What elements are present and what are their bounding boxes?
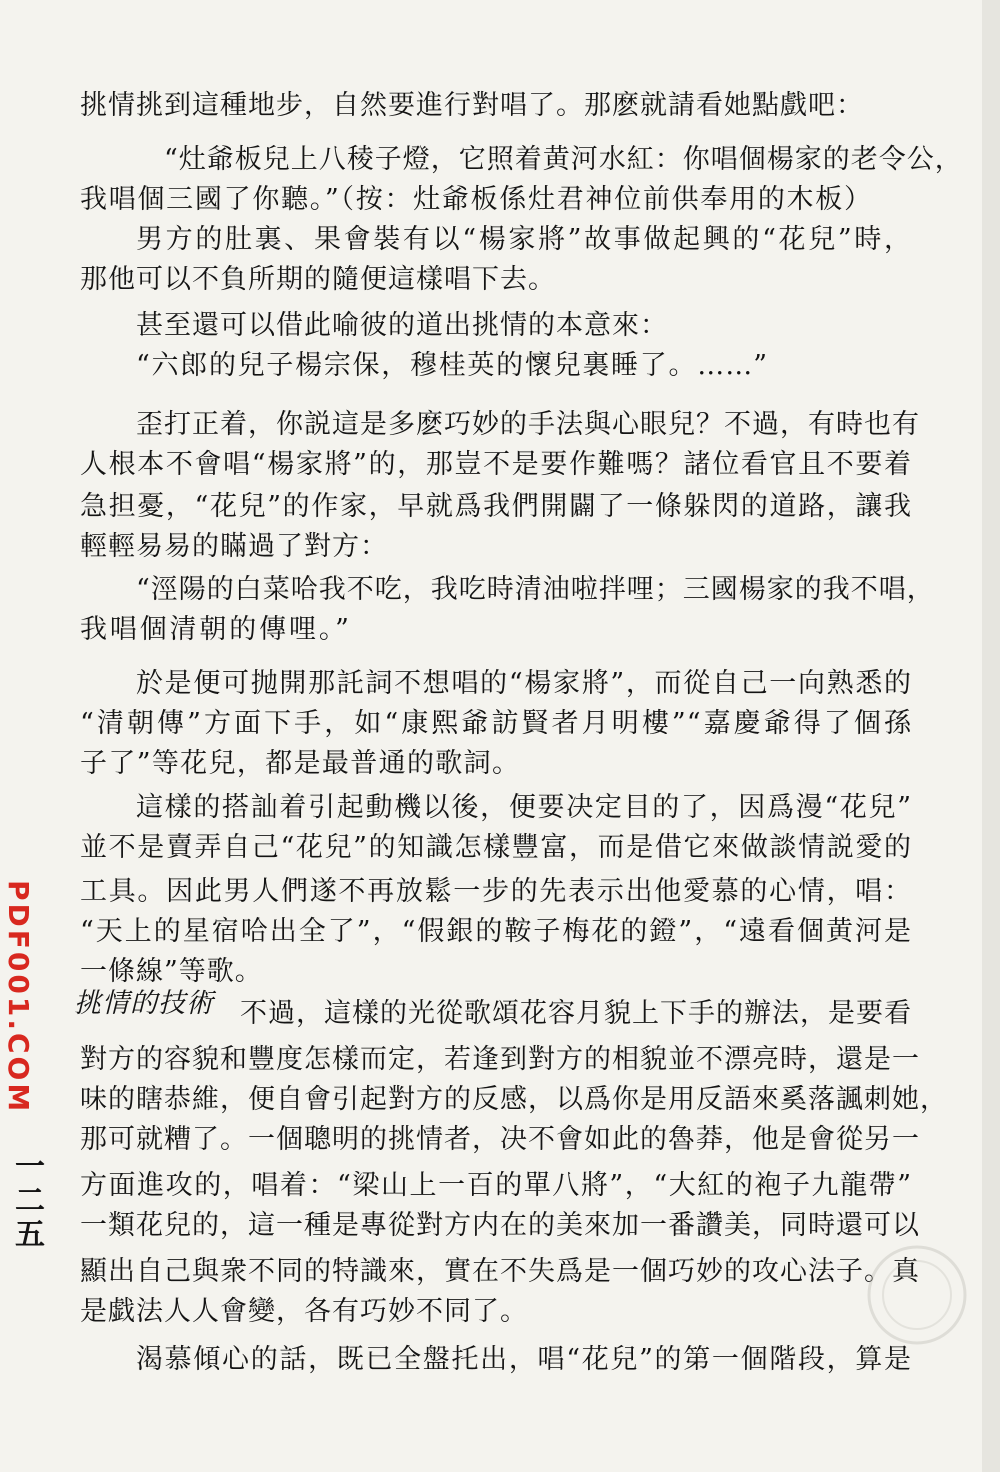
text-line: 味的瞎恭維，便自會引起對方的反感，以爲你是用反語來奚落諷刺她， bbox=[80, 1084, 948, 1115]
text-line: 人根本不會唱“楊家將”的，那豈不是要作難嗎？諸位看官且不要着 bbox=[80, 449, 912, 480]
text-line: 輕輕易易的瞞過了對方： bbox=[80, 531, 388, 562]
text-line: 甚至還可以借此喻彼的道出挑情的本意來： bbox=[136, 310, 668, 341]
text-line: “六郎的兒子楊宗保，穆桂英的懷兒裏睡了。……” bbox=[136, 350, 768, 381]
text-line: 工具。因此男人們遂不再放鬆一步的先表示出他愛慕的心情，唱： bbox=[80, 876, 912, 907]
text-line: 我唱個清朝的傳哩。” bbox=[80, 614, 350, 645]
watermark-text: PDF001.COM bbox=[2, 880, 35, 1115]
text-line: 並不是賣弄自己“花兒”的知識怎樣豐富，而是借它來做談情説愛的 bbox=[80, 832, 912, 863]
text-line: 那他可以不負所期的隨便這樣唱下去。 bbox=[80, 264, 556, 295]
text-line: 這樣的搭訕着引起動機以後，便要决定目的了，因爲漫“花兒” bbox=[136, 792, 912, 823]
text-line: 一類花兒的，這一種是專從對方内在的美來加一番讚美，同時還可以 bbox=[80, 1210, 920, 1241]
text-line: “天上的星宿哈出全了”，“假銀的鞍子梅花的鐙”，“遠看個黄河是 bbox=[80, 916, 912, 947]
text-line: 歪打正着，你説這是多麽巧妙的手法與心眼兒？不過，有時也有 bbox=[136, 409, 920, 440]
text-line: 我唱個三國了你聽。”（按：灶爺板係灶君神位前供奉用的木板） bbox=[80, 184, 872, 215]
text-line: 一條線”等歌。 bbox=[80, 956, 263, 987]
text-line: 那可就糟了。一個聰明的挑情者，决不會如此的魯莽，他是會從另一 bbox=[80, 1124, 920, 1155]
text-line: 男方的肚裏、果會裝有以“楊家將”故事做起興的“花兒”時， bbox=[136, 224, 912, 255]
text-line: 子了”等花兒，都是最普通的歌詞。 bbox=[80, 748, 520, 779]
text-line: 是戯法人人會變，各有巧妙不同了。 bbox=[80, 1296, 528, 1327]
page-number: 一二五 bbox=[9, 1150, 44, 1252]
page-edge-shadow bbox=[982, 0, 1000, 1472]
text-line: 於是便可抛開那託詞不想唱的“楊家將”，而從自己一向熟悉的 bbox=[136, 668, 912, 699]
section-heading: 挑情的技術 bbox=[74, 988, 214, 1019]
text-line: 急担憂，“花兒”的作家，早就爲我們開闢了一條躲閃的道路，讓我 bbox=[80, 491, 912, 522]
text-line: “涇陽的白菜哈我不吃，我吃時清油啦拌哩；三國楊家的我不唱， bbox=[136, 574, 935, 605]
text-line: 不過，這樣的光從歌頌花容月貌上下手的辦法，是要看 bbox=[240, 998, 912, 1029]
text-line: “清朝傳”方面下手，如“康熙爺訪賢者月明樓”“嘉慶爺得了個孫 bbox=[80, 708, 912, 739]
text-line: 方面進攻的，唱着：“梁山上一百的單八將”，“大紅的袍子九龍帶” bbox=[80, 1170, 912, 1201]
library-stamp-mark bbox=[862, 1240, 972, 1350]
text-line: “灶爺板兒上八稜子燈，它照着黄河水紅：你唱個楊家的老令公， bbox=[164, 144, 963, 175]
text-line: 挑情挑到這種地步，自然要進行對唱了。那麽就請看她點戲吧： bbox=[80, 90, 864, 121]
text-line: 對方的容貌和豐度怎樣而定，若逢到對方的相貌並不漂亮時，還是一 bbox=[80, 1044, 920, 1075]
text-line: 顯出自己與衆不同的特識來，實在不失爲是一個巧妙的攻心法子。真 bbox=[80, 1256, 920, 1287]
text-line: 渴慕傾心的話，既已全盤托出，唱“花兒”的第一個階段，算是 bbox=[136, 1344, 912, 1375]
